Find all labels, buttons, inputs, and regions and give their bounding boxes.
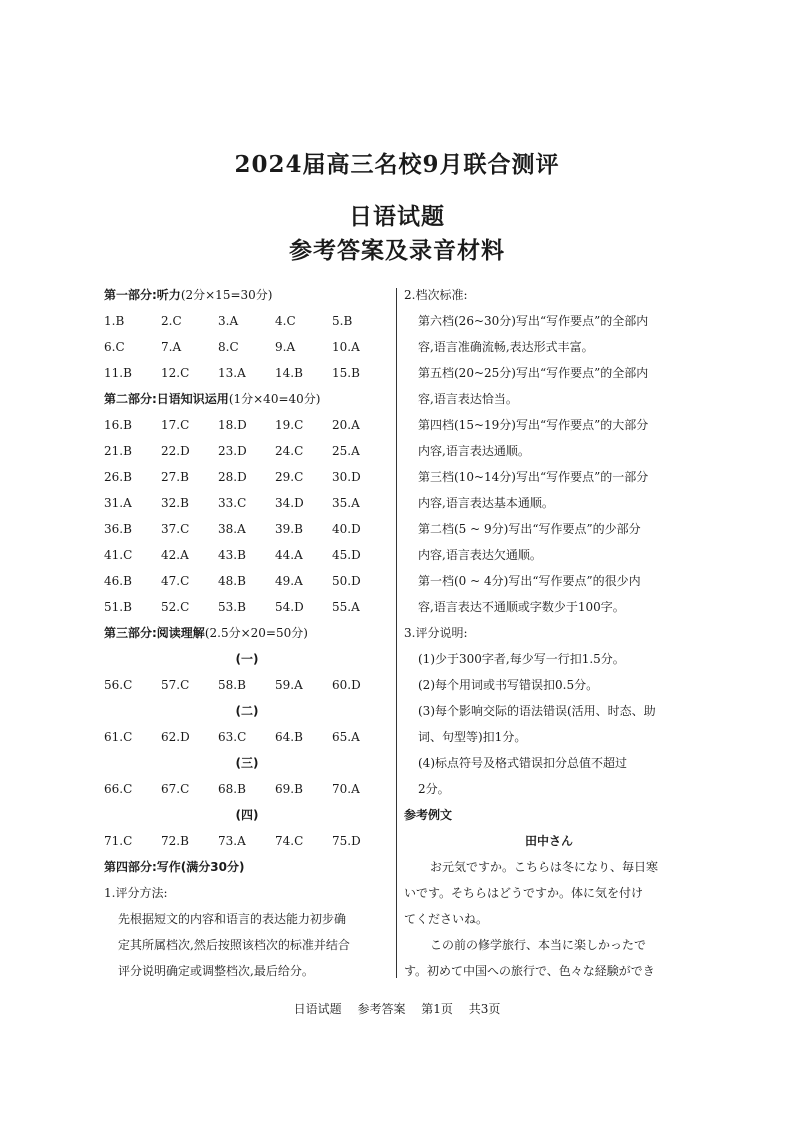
answer-item: 7.A <box>161 340 182 354</box>
answer-item: 69.B <box>275 782 303 796</box>
text-line: 内容,语言表达通顺。 <box>418 444 530 458</box>
footer-subject: 日语试题 <box>293 1002 342 1016</box>
text-line: (4)标点符号及格式错误扣分总值不超过 <box>418 756 627 770</box>
answer-item: 58.B <box>218 678 246 692</box>
answer-item: 8.C <box>218 340 239 354</box>
answer-item: 14.B <box>275 366 303 380</box>
answer-item: 5.B <box>332 314 353 328</box>
text-line: てくださいね。 <box>404 912 489 926</box>
answer-item: 40.D <box>332 522 361 536</box>
answer-item: 59.A <box>275 678 303 692</box>
text-line: 第四档(15~19分)写出“写作要点”的大部分 <box>418 418 649 432</box>
answer-item: 6.C <box>104 340 125 354</box>
answer-item: 51.B <box>104 600 132 614</box>
answer-item: 67.C <box>161 782 190 796</box>
reading-group-label: (四) <box>235 808 259 822</box>
answer-item: 45.D <box>332 548 361 562</box>
answer-item: 53.B <box>218 600 246 614</box>
answer-item: 9.A <box>275 340 296 354</box>
answer-item: 56.C <box>104 678 133 692</box>
answer-item: 33.C <box>218 496 247 510</box>
example-text <box>404 854 694 984</box>
answer-item: 62.D <box>161 730 190 744</box>
text-line: 容,语言表达不通顺或字数少于100字。 <box>418 600 625 614</box>
method-text <box>104 906 390 984</box>
answer-item: 34.D <box>275 496 304 510</box>
answer-item: 65.A <box>332 730 360 744</box>
text-line: 定其所属档次,然后按照该档次的标准并结合 <box>118 938 350 952</box>
footer-page: 第1页 <box>421 1002 453 1016</box>
notes-title: 3.评分说明: <box>404 626 468 640</box>
text-line: す。初めて中国への旅行で、色々な経験ができ <box>404 964 655 978</box>
part1-heading: 第一部分:听力(2分×15=30分) <box>104 288 273 302</box>
answer-item: 49.A <box>275 574 303 588</box>
column-divider <box>396 288 397 978</box>
answer-item: 50.D <box>332 574 361 588</box>
reading-group-label: (一) <box>235 652 259 666</box>
answer-item: 24.C <box>275 444 304 458</box>
text-line: 第二档(5 ~ 9分)写出“写作要点”的少部分 <box>418 522 641 536</box>
text-line: 第三档(10~14分)写出“写作要点”的一部分 <box>418 470 649 484</box>
answer-item: 18.D <box>218 418 247 432</box>
part4-heading: 第四部分:写作(满分30分) <box>104 860 245 874</box>
text-line: 评分说明确定或调整档次,最后给分。 <box>118 964 314 978</box>
part2-answers <box>104 412 390 620</box>
text-line: (2)每个用词或书写错误扣0.5分。 <box>418 678 599 692</box>
text-line: (3)每个影响交际的语法错误(活用、时态、助 <box>418 704 656 718</box>
answer-row <box>104 542 390 568</box>
answer-row <box>104 724 390 750</box>
answer-row <box>104 464 390 490</box>
part3-answers <box>104 646 390 854</box>
answer-item: 1.B <box>104 314 125 328</box>
answer-item: 52.C <box>161 600 190 614</box>
text-line: 容,语言准确流畅,表达形式丰富。 <box>418 340 594 354</box>
document-title: 参考答案及录音材料 <box>289 238 505 264</box>
answer-item: 73.A <box>218 834 246 848</box>
answer-item: 13.A <box>218 366 246 380</box>
answer-item: 12.C <box>161 366 190 380</box>
answer-row <box>104 334 390 360</box>
answer-item: 2.C <box>161 314 182 328</box>
text-line: 第五档(20~25分)写出“写作要点”的全部内 <box>418 366 649 380</box>
answer-row <box>104 438 390 464</box>
part3-heading: 第三部分:阅读理解(2.5分×20=50分) <box>104 626 308 640</box>
notes-text <box>404 646 694 802</box>
answer-item: 16.B <box>104 418 132 432</box>
answer-item: 72.B <box>161 834 189 848</box>
text-line: 2分。 <box>418 782 450 796</box>
answer-item: 39.B <box>275 522 303 536</box>
answer-item: 37.C <box>161 522 190 536</box>
text-line: 第一档(0 ~ 4分)写出“写作要点”的很少内 <box>418 574 641 588</box>
reading-group-label: (二) <box>235 704 259 718</box>
footer-doc: 参考答案 <box>357 1002 406 1016</box>
answer-row <box>104 516 390 542</box>
answer-row <box>104 490 390 516</box>
example-title: 参考例文 <box>404 808 453 822</box>
text-line: 先根据短文的内容和语言的表达能力初步确 <box>118 912 347 926</box>
answer-item: 68.B <box>218 782 246 796</box>
answer-item: 71.C <box>104 834 133 848</box>
answer-item: 32.B <box>161 496 189 510</box>
answer-row <box>104 672 390 698</box>
answer-item: 46.B <box>104 574 132 588</box>
answer-item: 15.B <box>332 366 360 380</box>
answer-item: 26.B <box>104 470 132 484</box>
text-line: この前の修学旅行、本当に楽しかったで <box>430 938 647 952</box>
answer-item: 54.D <box>275 600 304 614</box>
text-line: (1)少于300字者,每少写一行扣1.5分。 <box>418 652 625 666</box>
answer-row <box>104 308 390 334</box>
answer-row <box>104 412 390 438</box>
answer-row <box>104 828 390 854</box>
answer-item: 29.C <box>275 470 304 484</box>
answer-item: 47.C <box>161 574 190 588</box>
part2-heading: 第二部分:日语知识运用(1分×40=40分) <box>104 392 321 406</box>
answer-item: 63.C <box>218 730 247 744</box>
answer-item: 48.B <box>218 574 246 588</box>
answer-row <box>104 568 390 594</box>
answer-item: 43.B <box>218 548 246 562</box>
levels-title: 2.档次标准: <box>404 288 468 302</box>
part1-answers <box>104 308 390 386</box>
text-line: お元気ですか。こちらは冬になり、毎日寒 <box>430 860 659 874</box>
answer-item: 21.B <box>104 444 132 458</box>
answer-item: 66.C <box>104 782 133 796</box>
answer-item: 27.B <box>161 470 189 484</box>
page-title: 2024届高三名校9月联合测评 <box>234 151 560 178</box>
right-column <box>404 282 694 984</box>
answer-item: 61.C <box>104 730 133 744</box>
answer-item: 20.A <box>332 418 360 432</box>
answer-item: 55.A <box>332 600 360 614</box>
answer-item: 3.A <box>218 314 239 328</box>
answer-item: 41.C <box>104 548 133 562</box>
text-line: 容,语言表达恰当。 <box>418 392 518 406</box>
answer-item: 35.A <box>332 496 360 510</box>
reading-group-label: (三) <box>235 756 259 770</box>
text-line: 内容,语言表达欠通顺。 <box>418 548 542 562</box>
text-line: 内容,语言表达基本通顺。 <box>418 496 554 510</box>
answer-row <box>104 776 390 802</box>
answer-row <box>104 594 390 620</box>
answer-item: 44.A <box>275 548 303 562</box>
answer-row <box>104 360 390 386</box>
left-column <box>104 282 390 984</box>
answer-item: 75.D <box>332 834 361 848</box>
answer-item: 19.C <box>275 418 304 432</box>
answer-item: 23.D <box>218 444 247 458</box>
answer-item: 17.C <box>161 418 190 432</box>
answer-item: 36.B <box>104 522 132 536</box>
subject-title: 日语试题 <box>349 204 445 230</box>
answer-item: 22.D <box>161 444 190 458</box>
answer-item: 70.A <box>332 782 360 796</box>
text-line: 词、句型等)扣1分。 <box>418 730 527 744</box>
answer-item: 31.A <box>104 496 132 510</box>
answer-item: 10.A <box>332 340 360 354</box>
text-line: 第六档(26~30分)写出“写作要点”的全部内 <box>418 314 649 328</box>
levels-text <box>404 308 694 620</box>
footer-total: 共3页 <box>468 1002 501 1016</box>
example-recipient: 田中さん <box>524 834 573 848</box>
answer-item: 25.A <box>332 444 360 458</box>
answer-item: 38.A <box>218 522 246 536</box>
answer-item: 64.B <box>275 730 303 744</box>
answer-item: 74.C <box>275 834 304 848</box>
answer-item: 60.D <box>332 678 361 692</box>
answer-item: 30.D <box>332 470 361 484</box>
answer-item: 57.C <box>161 678 190 692</box>
answer-item: 42.A <box>161 548 189 562</box>
answer-item: 11.B <box>104 366 132 380</box>
text-line: いです。そちらはどうですか。体に気を付け <box>404 886 644 900</box>
method-title: 1.评分方法: <box>104 886 168 900</box>
page-footer <box>0 1000 794 1017</box>
answer-item: 4.C <box>275 314 296 328</box>
answer-item: 28.D <box>218 470 247 484</box>
